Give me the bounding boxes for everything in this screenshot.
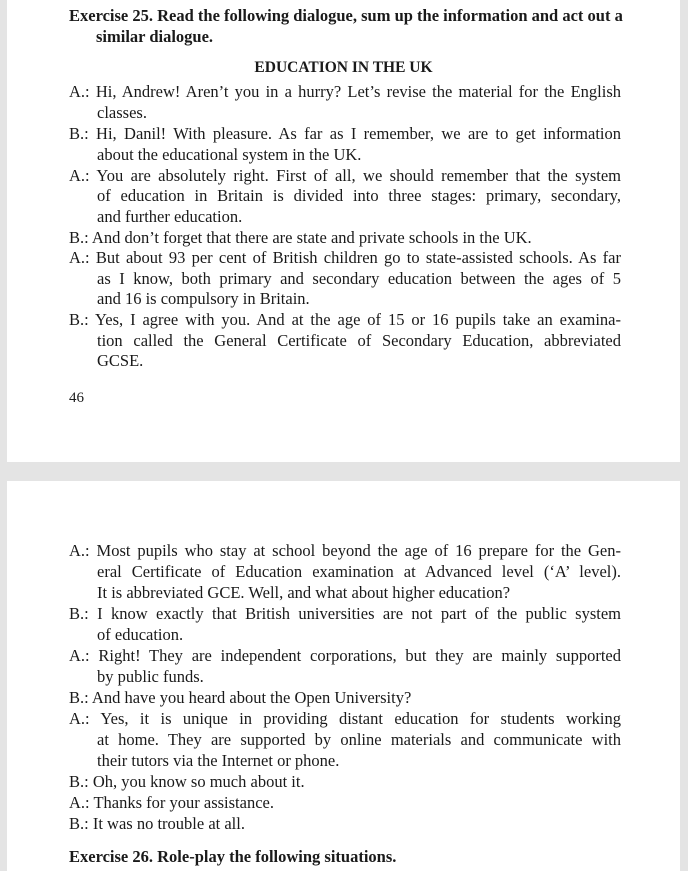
dialogue-line: classes. [97,103,147,122]
dialogue-line: at home. They are supported by online materials and communicate with [97,730,621,749]
dialogue-line: by public funds. [97,667,204,686]
dialogue-line: A.: Thanks for your assistance. [69,793,274,812]
dialogue-line: and 16 is compulsory in Britain. [97,289,310,308]
dialogue-line: as I know, both primary and secondary education between the ages of 5 [97,269,621,288]
dialogue-line: A.: But about 93 per cent of British children go to state-assisted schools. As far [69,248,621,267]
page-46 [7,0,680,462]
dialogue-line: of education in Britain is divided into three stages: primary, secondary, [97,186,621,205]
page-number: 46 [69,390,84,406]
page-47 [7,481,680,871]
dialogue-line: their tutors via the Internet or phone. [97,751,340,770]
dialogue-line: A.: Most pupils who stay at school beyond the age of 16 prepare for the Gen- [69,541,621,560]
dialogue-line: B.: I know exactly that British universities are not part of the public system [69,604,621,623]
dialogue-line: GCSE. [97,351,144,370]
dialogue-line: A.: Yes, it is unique in providing distant education for students working [69,709,621,728]
dialogue-line: A.: Right! They are independent corporations, but they are mainly supported [69,646,621,665]
dialogue-line: B.: Oh, you know so much about it. [69,772,305,791]
dialogue-line: B.: And don’t forget that there are state and private schools in the UK. [69,228,532,247]
section-title: EDUCATION IN THE UK [254,59,433,76]
exercise-25-title: Exercise 25. Read the following dialogue, sum up the information and act out a similar dialogue. [69,6,623,46]
dialogue-line: tion called the General Certificate of Secondary Education, abbreviated [97,331,621,350]
dialogue-line: and further education. [97,207,243,226]
dialogue-line: It is abbreviated GCE. Well, and what about higher education? [97,583,511,602]
dialogue-line: B.: And have you heard about the Open University? [69,688,412,707]
dialogue-line: eral Certificate of Education examination at Advanced level (‘A’ level). [97,562,621,581]
dialogue-line: about the educational system in the UK. [97,145,362,164]
dialogue-line: A.: You are absolutely right. First of all, we should remember that the system [69,166,621,185]
dialogue-line: of education. [97,625,184,644]
dialogue-line: B.: Yes, I agree with you. And at the age of 15 or 16 pupils take an examina- [69,310,621,329]
dialogue-line: B.: Hi, Danil! With pleasure. As far as I remember, we are to get information [69,124,621,143]
dialogue-line: A.: Hi, Andrew! Aren’t you in a hurry? Let’s revise the material for the English [69,82,621,101]
exercise-26-title: Exercise 26. Role-play the following situations. [69,847,397,866]
dialogue-line: B.: It was no trouble at all. [69,814,245,833]
